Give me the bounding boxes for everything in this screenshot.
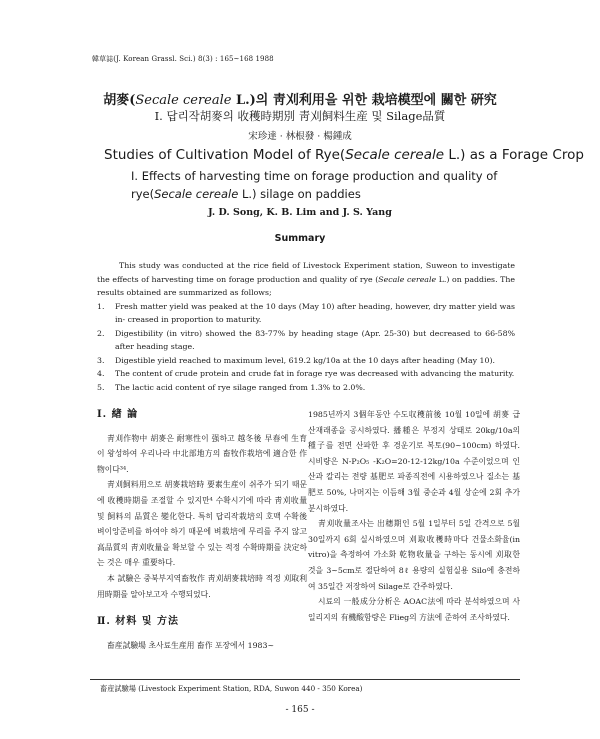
summary-item-text: Digestible yield reached to maximum level, 619.2 kg/10a at the 10 days after heading (May 10).: [115, 355, 495, 365]
english-authors: J. D. Song, K. B. Lim and J. S. Yang: [208, 207, 392, 218]
english-subtitle-line1: Ⅰ. Effects of harvesting time on forage production and quality of: [131, 169, 498, 183]
section-heading-introduction: Ⅰ. 緖 論: [97, 409, 139, 420]
summary-item-text: The content of crude protein and crude fat in forage rye was decreased with advancing the maturity.: [115, 369, 515, 378]
summary-item-number: 3.: [97, 355, 105, 365]
intro-paragraph-1: 靑刈作物中 胡麥은 耐寒性이 强하고 越冬後 早春에 生育이 왕성하여 우리나라 中北部地方의 畜牧作栽培에 適合한 作物이다³⁴.: [97, 433, 307, 474]
english-subtitle-line2-post: L.) silage on paddies: [238, 187, 361, 201]
summary-heading: Summary: [274, 233, 326, 244]
left-column: [97, 407, 307, 653]
summary-intro-species: Secale cereale: [378, 274, 437, 284]
journal-header: 韓草誌(J. Korean Grassl. Sci.) 8(3) : 165~168 1988: [92, 55, 274, 63]
english-title-pre: Studies of Cultivation Model of Rye(: [104, 147, 346, 163]
summary-intro: [97, 259, 515, 300]
english-subtitle-line2-pre: rye(: [131, 187, 155, 201]
summary-item: [97, 367, 515, 381]
korean-title: [0, 89, 600, 108]
summary-item-number: 5.: [97, 382, 105, 392]
intro-paragraph-2: 靑刈飼料用으로 胡麥栽培時 要素生産이 쉬주가 되기 때문에 收穫時期를 조절할 수 있지만⁴ 수확시기에 따라 靑刈收量 및 飼料의 品質은 變化한다. 특히 답리작栽培의 호맥 수확後 벼이앙준비를 하여야 하기 때문에 벼栽培에 무리를 주지 않고 高品質의 靑刈收量을 확보할 수 있는 적정 수확時期를 決定하는 것은 매우 重要하다.: [97, 480, 307, 568]
korean-title-post: L.)의 靑刈利用을 위한 栽培模型에 關한 硏究: [231, 93, 497, 108]
methods-paragraph-4: 시료의 一般成分分析은 AOAC法에 따라 분석하였으며 사일리지의 有機酸함량은 Flieg의 方法에 준하여 조사하였다.: [308, 597, 520, 622]
korean-subtitle: Ⅰ. 답리작胡麥의 收穫時期別 靑刈飼料生産 및 Silage品質: [154, 109, 446, 123]
korean-authors: 宋珍達 · 林根發 · 楊鍾成: [248, 131, 352, 142]
summary-intro-post: L.) on paddies. The results obtained are summarized as follows;: [97, 274, 515, 297]
english-title-post: L.) as a Forage Crop: [444, 147, 584, 163]
summary-item-number: 1.: [97, 301, 105, 311]
summary-item-text: Digestibility (in vitro) showed the 83-77% by heading stage (Apr. 25-30) but decreased to 66-58% after heading stage.: [115, 328, 515, 351]
summary-item: [97, 381, 515, 395]
summary-abstract: [97, 259, 515, 394]
english-title-species: Secale cereale: [345, 147, 445, 163]
summary-item-text: The lactic acid content of rye silage ranged from 1.3% to 2.0%.: [115, 382, 366, 392]
methods-paragraph-2: 1985년까지 3個年동안 수도収穫前後 10월 10일에 胡麥 급산재래종을 공시하였다. 播種은 부정지 상태로 20kg/10a의 種子를 전면 산파한 후 경운기로 복토(90~100cm) 하였다. 시비량은 N-P₂O₅ -K₂O=20-12-12kg/10a 수준이었으며 인산과 칼리는 전량 基肥로 파종직전에 시용하였으나 질소는 基肥로 50%, 나머지는 이듬해 3월 중순과 4월 상순에 2회 추가 분시하였다.: [308, 410, 520, 513]
summary-item: [97, 354, 515, 368]
summary-item-text: Fresh matter yield was peaked at the 10 days (May 10) after heading, however, dry matter yield was in- creased in proportion to maturity.: [115, 301, 515, 324]
korean-title-species: Secale cereale: [135, 93, 232, 108]
summary-list: [97, 300, 515, 395]
english-title: [104, 147, 584, 163]
summary-item-number: 4.: [97, 369, 105, 378]
affiliation-footnote: 畜産試驗場 (Livestock Experiment Station, RDA, Suwon 440 - 350 Korea): [100, 684, 363, 693]
right-column: [308, 407, 520, 625]
intro-paragraph-3: 本 試驗은 중북부지역畜牧作 靑刈胡麥栽培時 적정 刈取利用時期를 알아보고자 수행되었다.: [97, 573, 307, 599]
summary-item-number: 2.: [97, 328, 105, 338]
korean-title-pre: 胡麥(: [103, 93, 136, 108]
methods-paragraph-3: 靑刈收量조사는 出穗期인 5월 1일부터 5일 간격으로 5월 30일까지 6회 실시하였으며 刈取收穫時마다 건물소화율(in vitro)을 측정하여 가소화 乾物收量을 구하는 동시에 刈取한 것을 3~5cm로 절단하여 8ℓ 용량의 실험실용 Silo에 충전하여 35일간 저장하여 Silage로 간주하였다.: [308, 519, 520, 591]
page-number: - 165 -: [285, 705, 315, 715]
section-heading-methods: Ⅱ. 材料 및 方法: [97, 616, 180, 628]
english-subtitle-line2: [131, 185, 497, 203]
english-subtitle: [131, 167, 497, 203]
summary-item: [97, 327, 515, 354]
english-subtitle-species: Secale cereale: [154, 187, 239, 201]
footnote-divider: [90, 679, 520, 680]
summary-item: [97, 300, 515, 327]
methods-paragraph-1: 畜産試驗場 초사료生産用 畜作 포장에서 1983~: [107, 640, 274, 650]
summary-intro-pre: This study was conducted at the rice field of Livestock Experiment station, Suweon to investigate the effects of harvesting time on forage production and quality of rye (: [97, 261, 515, 284]
